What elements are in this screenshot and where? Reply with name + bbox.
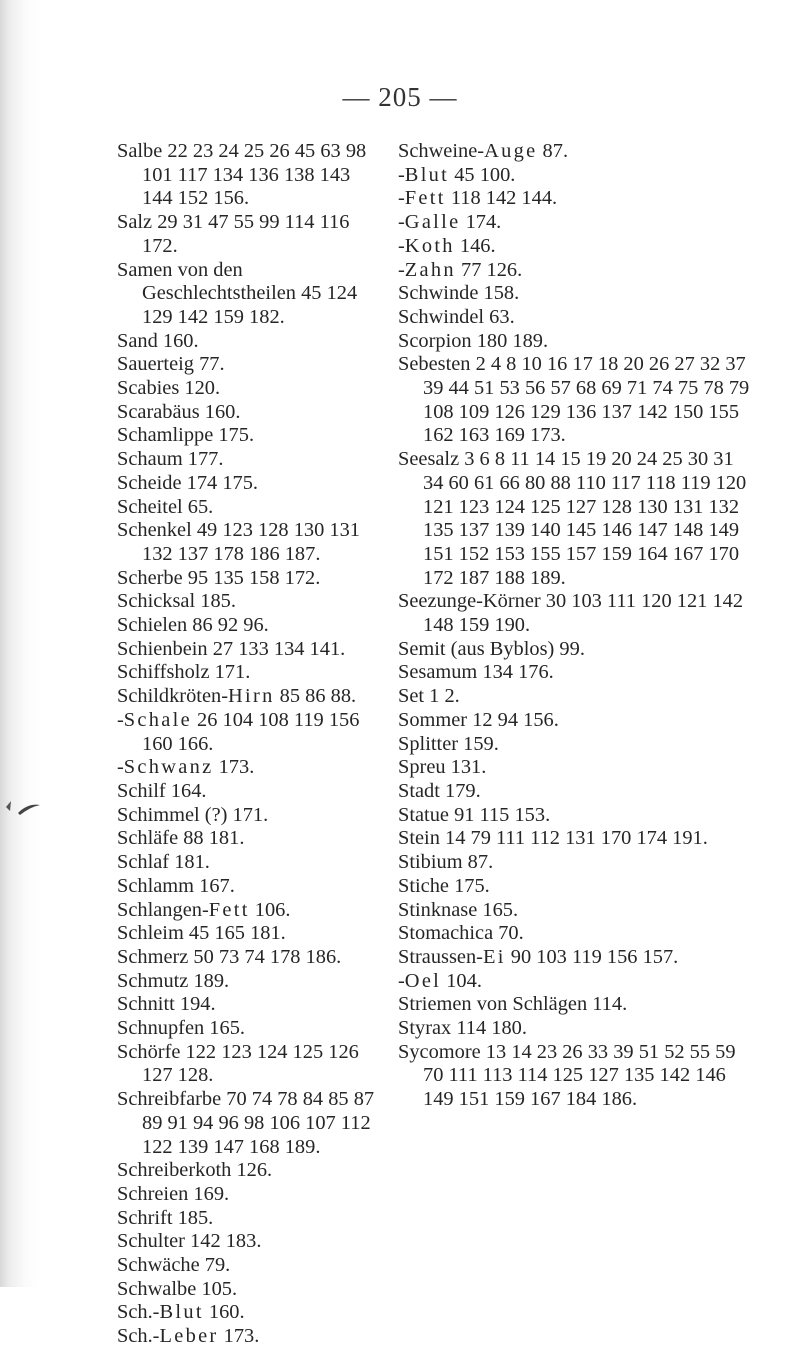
entry-text: Samen von den Geschlechtstheilen 45 124 129 142 159 182. (117, 258, 363, 328)
entry-text: Seesalz 3 6 8 11 14 15 19 20 24 25 30 31 34 60 61 66 80 88 110 117 118 119 120 121 123 124 125 127 128 130 131 132 135 137 139 140 145 146 147 148 149 151 152 153 155 157 159 164 167 170 172 187 188 189. (398, 448, 752, 589)
index-entry (117, 946, 379, 970)
entry-text: Scorpion 180 189. (398, 329, 549, 352)
entry-text: Schwinde 158. (398, 282, 520, 305)
index-entry (398, 187, 750, 211)
entry-text: Semit (aus Byblos) 99. (398, 637, 585, 660)
entry-prefix: Schildkröten- (117, 685, 228, 708)
index-entry (398, 733, 750, 757)
index-entry (117, 756, 379, 780)
index-entry (117, 1230, 379, 1254)
page-number: — 205 — (342, 82, 458, 112)
entry-text: Schulter 142 183. (117, 1230, 262, 1253)
index-entry (117, 353, 379, 377)
index-entry (117, 448, 379, 472)
index-entry (117, 472, 379, 496)
entry-text: Statue 91 115 153. (398, 803, 551, 826)
index-entry (117, 804, 379, 828)
entry-text: Sycomore 13 14 23 26 33 39 51 52 55 59 70 111 113 114 125 127 135 142 146 149 151 159 167 184 186. (398, 1040, 741, 1111)
index-entry (117, 922, 379, 946)
entry-text: Stibium 87. (398, 851, 494, 874)
entry-text: Stadt 179. (398, 779, 481, 802)
index-entry (117, 377, 379, 401)
entry-subterm: Schale (123, 708, 192, 731)
entry-prefix: Sch.- (117, 1301, 160, 1324)
entry-text: Schwindel 63. (398, 305, 515, 328)
index-entry (117, 1207, 379, 1231)
entry-prefix: - (398, 163, 405, 186)
entry-text: Scherbe 95 135 158 172. (117, 566, 321, 589)
index-entry (398, 330, 750, 354)
entry-text: Seezunge-Körner 30 103 111 120 121 142 148 159 190. (398, 590, 749, 637)
index-entry (398, 164, 750, 188)
entry-text: 104. (441, 969, 482, 992)
index-entry (117, 211, 379, 258)
index-entry (117, 709, 379, 756)
index-entry (117, 1041, 379, 1088)
index-entry (398, 661, 750, 685)
entry-text: Set 1 2. (398, 685, 460, 708)
entry-text: Spreu 131. (398, 756, 487, 779)
index-entry (398, 970, 750, 994)
index-entry (398, 804, 750, 828)
index-entry (117, 899, 379, 923)
entry-text: Schmutz 189. (117, 969, 230, 992)
entry-text: Stomachica 70. (398, 922, 524, 945)
entry-text: Schlamm 167. (117, 874, 235, 897)
entry-text: Schreibfarbe 70 74 78 84 85 87 89 91 94 96 98 106 107 112 122 139 147 168 189. (117, 1088, 380, 1158)
entry-subterm: Blut (159, 1301, 204, 1324)
index-entry (398, 448, 750, 590)
entry-subterm: Zahn (404, 258, 456, 281)
entry-prefix: Sch.- (117, 1325, 160, 1348)
entry-text: Schienbein 27 133 134 141. (117, 637, 346, 660)
entry-subterm: Hirn (228, 685, 275, 708)
entry-prefix: Schweine- (398, 140, 485, 162)
index-entry (117, 424, 379, 448)
index-entry (398, 235, 750, 259)
index-entry (398, 1017, 750, 1041)
entry-text: Schlaf 181. (117, 851, 210, 874)
index-entry (117, 1017, 379, 1041)
index-entry (398, 282, 750, 306)
entry-text: 106. (249, 898, 291, 921)
entry-text: Schreiberkoth 126. (117, 1159, 273, 1182)
index-entry (117, 780, 379, 804)
index-entry (117, 875, 379, 899)
entry-prefix: - (117, 756, 124, 779)
index-entry (117, 401, 379, 425)
entry-text: 77 126. (455, 258, 523, 281)
index-entry (117, 1088, 379, 1159)
entry-subterm: Galle (404, 211, 461, 234)
entry-text: 45 100. (449, 163, 516, 186)
margin-mark-icon (4, 795, 44, 819)
entry-text: Schmerz 50 73 74 178 186. (117, 945, 342, 968)
entry-text: Schörfe 122 123 124 125 126 127 128. (117, 1040, 364, 1087)
entry-text: 26 104 108 119 156 160 166. (142, 708, 365, 755)
entry-prefix: - (398, 211, 405, 234)
index-entry (398, 140, 750, 164)
entry-text: Sommer 12 94 156. (398, 708, 559, 731)
entry-text: Stiche 175. (398, 874, 490, 897)
entry-text: Stinknase 165. (398, 898, 519, 921)
index-entry (117, 614, 379, 638)
entry-text: 90 103 119 156 157. (505, 945, 679, 968)
index-entry (117, 661, 379, 685)
entry-text: 160. (203, 1301, 245, 1324)
entry-text: Schilf 164. (117, 779, 207, 802)
entry-text: 85 86 88. (274, 685, 357, 708)
index-entry (117, 1278, 379, 1302)
entry-text: Schamlippe 175. (117, 424, 255, 447)
entry-prefix: Straussen- (398, 945, 483, 968)
entry-prefix: - (117, 708, 124, 731)
index-entry (117, 140, 379, 211)
entry-subterm: Oel (404, 969, 442, 992)
index-entry (398, 353, 755, 448)
index-entry (117, 330, 379, 354)
index-entry (398, 756, 750, 780)
entry-text: 173. (213, 756, 255, 779)
entry-text: 87. (537, 140, 569, 162)
index-entry (398, 851, 750, 875)
index-entry (117, 1254, 379, 1278)
entry-text: Schicksal 185. (117, 590, 236, 613)
entry-text: Schreien 169. (117, 1182, 230, 1205)
entry-text: Sand 160. (117, 329, 199, 352)
entry-text: Schläfe 88 181. (117, 827, 245, 850)
index-entry (117, 685, 379, 709)
index-entry (117, 259, 379, 330)
entry-text: Stein 14 79 111 112 131 170 174 191. (398, 827, 708, 850)
index-entry (117, 567, 379, 591)
entry-text: Schrift 185. (117, 1206, 214, 1229)
index-entry (398, 306, 750, 330)
entry-text: Schenkel 49 123 128 130 131 132 137 178 186 187. (117, 519, 366, 565)
entry-text: 146. (454, 234, 496, 257)
index-entry (117, 970, 379, 994)
index-entry (117, 1325, 379, 1349)
index-entry (398, 922, 750, 946)
entry-text: Schiffsholz 171. (117, 661, 251, 684)
entry-text: Schaum 177. (117, 448, 224, 471)
entry-prefix: - (398, 258, 405, 281)
index-entry (117, 638, 379, 662)
entry-subterm: Blut (404, 163, 450, 186)
index-entry (398, 259, 750, 283)
index-entry (117, 496, 379, 520)
index-column-left (117, 140, 379, 1349)
entry-subterm: Schwanz (123, 756, 214, 779)
index-entry (117, 1301, 379, 1325)
index-entry (398, 1041, 750, 1112)
entry-text: Sauerteig 77. (117, 353, 225, 376)
entry-subterm: Ei (482, 945, 506, 968)
entry-text: 173. (218, 1325, 260, 1348)
index-entry (398, 709, 750, 733)
index-entry (398, 590, 750, 637)
entry-text: Schwäche 79. (117, 1254, 231, 1277)
entry-text: Schleim 45 165 181. (117, 922, 286, 945)
index-entry (398, 780, 750, 804)
index-entry (398, 899, 750, 923)
entry-text: Schnitt 194. (117, 993, 216, 1016)
entry-text: Salbe 22 23 24 25 26 45 63 98 101 117 134 136 138 143 144 152 156. (117, 140, 372, 210)
entry-prefix: - (398, 187, 405, 210)
entry-text: Scabies 120. (117, 377, 221, 400)
index-entry (117, 1183, 379, 1207)
entry-text: Striemen von Schlägen 114. (398, 993, 628, 1016)
entry-text: Sesamum 134 176. (398, 661, 554, 684)
entry-text: Scheitel 65. (117, 495, 214, 518)
index-entry (117, 1159, 379, 1183)
entry-subterm: Auge (484, 140, 538, 162)
index-entry (398, 685, 750, 709)
index-entry (117, 993, 379, 1017)
entry-text: 174. (460, 211, 502, 234)
index-entry (117, 519, 379, 566)
entry-text: Scheide 174 175. (117, 471, 259, 494)
entry-text: Salz 29 31 47 55 99 114 116 172. (117, 211, 355, 257)
entry-text: Splitter 159. (398, 732, 499, 755)
index-entry (398, 827, 750, 851)
entry-subterm: Fett (208, 898, 250, 921)
entry-subterm: Leber (159, 1325, 219, 1348)
index-entry (398, 993, 750, 1017)
entry-subterm: Koth (404, 234, 455, 257)
index-entry (398, 211, 750, 235)
index-column-right (398, 140, 755, 1112)
entry-text: Schnupfen 165. (117, 1017, 245, 1040)
entry-text: 118 142 144. (445, 187, 558, 210)
index-entry (398, 946, 750, 970)
index-entry (398, 875, 750, 899)
index-entry (117, 851, 379, 875)
entry-prefix: Schlangen- (117, 898, 209, 921)
entry-text: Schimmel (?) 171. (117, 803, 269, 826)
entry-text: Scarabäus 160. (117, 400, 241, 423)
entry-text: Schwalbe 105. (117, 1277, 238, 1300)
index-entry (398, 638, 750, 662)
entry-text: Schielen 86 92 96. (117, 614, 269, 637)
index-entry (117, 590, 379, 614)
entry-text: Styrax 114 180. (398, 1017, 527, 1040)
entry-prefix: - (398, 969, 405, 992)
entry-prefix: - (398, 234, 405, 257)
entry-subterm: Fett (404, 187, 446, 210)
index-entry (117, 827, 379, 851)
entry-text: Sebesten 2 4 8 10 16 17 18 20 26 27 32 37 39 44 51 53 56 57 68 69 71 74 75 78 79 108 109 126 129 136 137 142 150 155 162 163 169 173. (398, 353, 755, 447)
